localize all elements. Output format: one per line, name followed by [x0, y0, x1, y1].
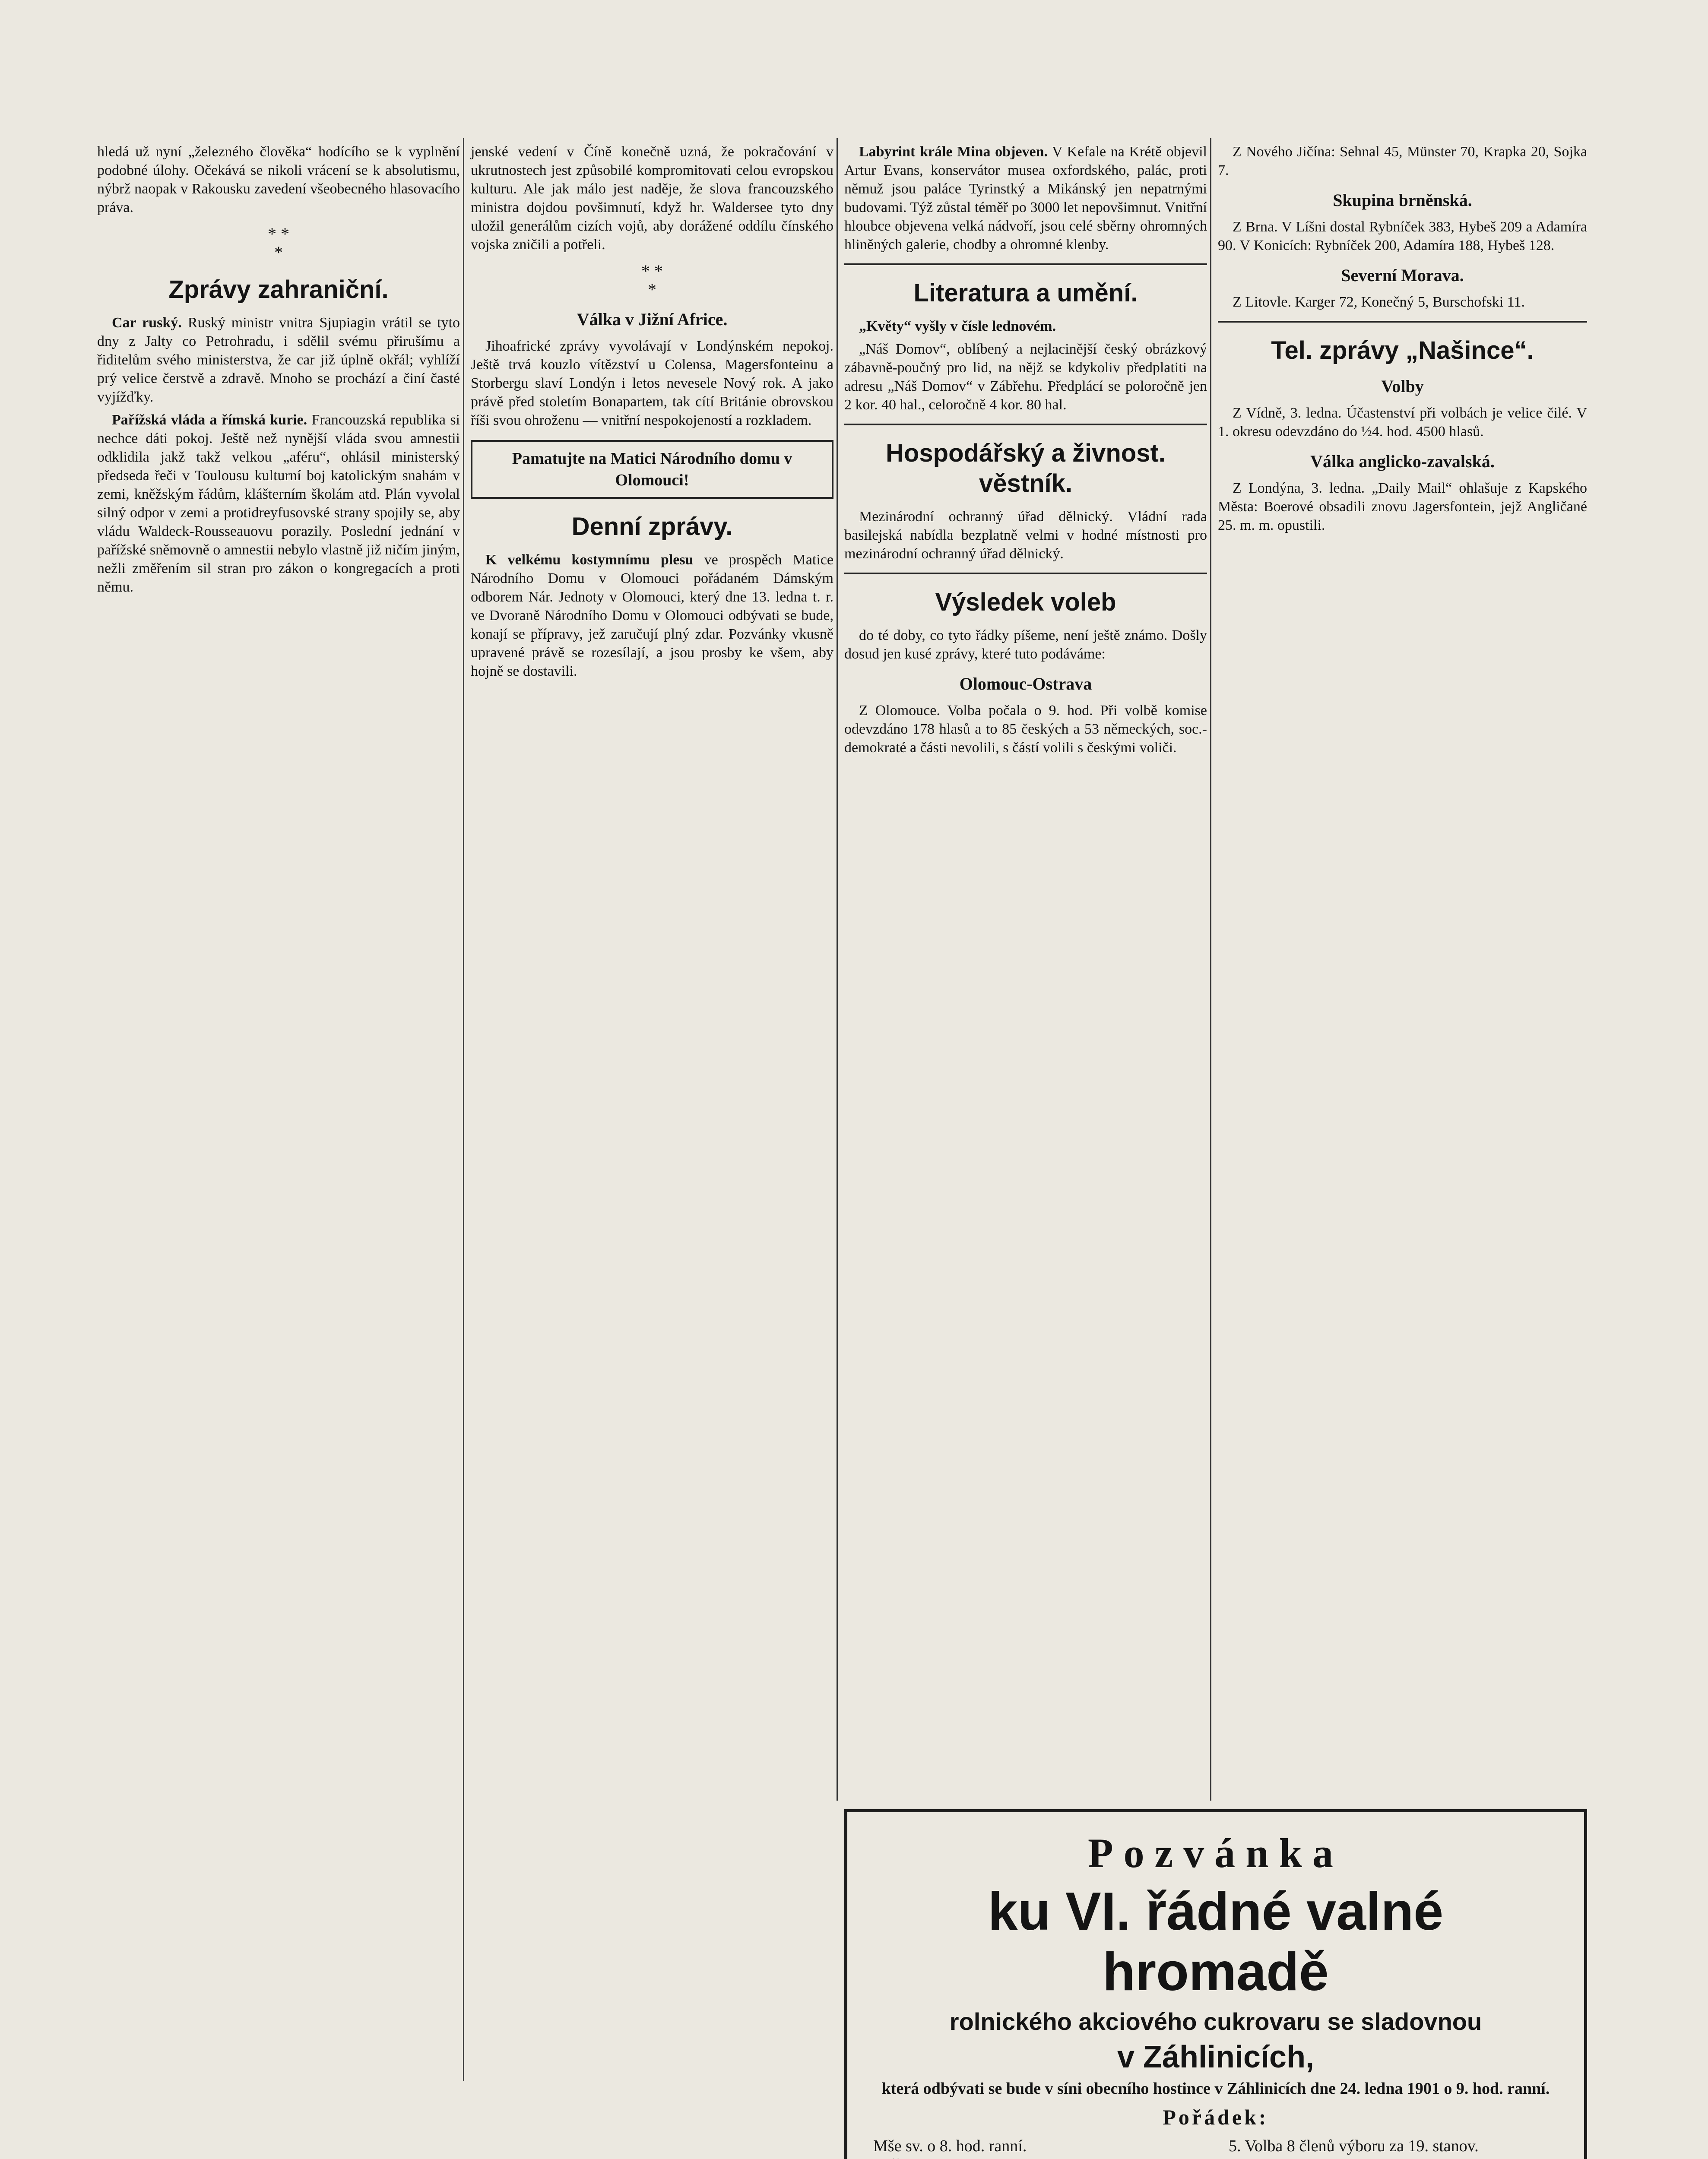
- divider: [1218, 321, 1587, 323]
- invitation-pozvanka: Pozvánka: [1087, 1830, 1344, 1876]
- article-title: Válka v Jižní Africe.: [577, 310, 728, 329]
- agenda: [873, 2135, 1558, 2159]
- column-rule: [837, 138, 838, 1801]
- article-title: Olomouc-Ostrava: [959, 674, 1092, 693]
- article-text: „Květy“ vyšly v čísle lednovém.: [859, 318, 1056, 334]
- invitation-line: rolnického akciového cukrovaru se sladovnou: [949, 2008, 1482, 2035]
- column-4: [1218, 142, 1587, 539]
- agenda-item: 5. Volba 8 členů výboru za 19. stanov.: [1229, 2137, 1479, 2155]
- invitation-ad: [844, 1809, 1587, 2159]
- column-rule: [1210, 138, 1211, 1801]
- section-title: Výsledek voleb: [935, 588, 1116, 616]
- article-text: V Kefale na Krétě objevil Artur Evans, konservátor musea oxfordského, palác, proti němuž jsou paláce Tyrinstký a Mikánský jen nepatrnými budovami. Týž zůstal téměř po 3000 let nepovšimnut. Vnitřní hloubce objevena velká nádvoří, jsou celé sběrny ohromných hliněných galerie, chodby a ohromné klenby.: [844, 144, 1207, 253]
- article-text: Z Nového Jičína: Sehnal 45, Münster 70, Krapka 20, Sojka 7.: [1218, 144, 1587, 178]
- section-title: Tel. zprávy „Našince“.: [1271, 336, 1534, 364]
- article-car: [97, 313, 460, 406]
- matice-notice: Pamatujte na Matici Národního domu v Olomouci!: [471, 440, 833, 499]
- invitation-place: v Záhlinicích,: [1117, 2040, 1315, 2074]
- article-ples: [471, 551, 833, 681]
- article-text: Mezinárodní ochranný úřad dělnický. Vládní rada basilejská nabídla bezplatně velmi v hodné místnosti pro mezinárodní ochranný úřad dělnický.: [844, 509, 1207, 562]
- article-text: Z Olomouce. Volba počala o 9. hod. Při volbě komise odevzdáno 178 hlasů a to 85 českých a 53 německých, soc.-demokraté a části nevolili, s částí volili s českými voliči.: [844, 703, 1207, 756]
- divider: [844, 573, 1207, 574]
- column-1: [97, 142, 460, 601]
- agenda-item: [1229, 2157, 1558, 2159]
- article-text: Jihoafrické zprávy vyvolávají v Londýnském nepokoj. Ještě trvá kouzlo vítězství u Colensa, Magersfonteinu a Storbergu slaví Londýn i letos nevesele Nový rok. A jako právě před stoletím Bonapartem, tak cítí Británie obrovskou říši svou ohroženu — vnitřní nespokojeností a rozkladem.: [471, 338, 833, 428]
- article-keyword: Pařížská vláda a římská kurie.: [112, 412, 307, 428]
- column-3: [844, 142, 1207, 761]
- column-2: [471, 142, 833, 685]
- agenda-item: [873, 2157, 1203, 2159]
- article-text: Z Litovle. Karger 72, Konečný 5, Burschofski 11.: [1233, 294, 1525, 310]
- section-title: Literatura a umění.: [913, 279, 1138, 307]
- article-keyword: Car ruský.: [112, 315, 182, 331]
- article-text: Ruský ministr vnitra Sjupiagin vrátil se tyto dny z Jalty co Petrohradu, i sdělil svému přirušímu a řiditelům svého ministerstva, že car již úplně okřál; vyhlíží prý velice čerstvě a zdravě. Mnoho se prochází a činí časté vyjížďky.: [97, 315, 460, 405]
- invitation-heading: ku VI. řádné valné hromadě: [988, 1882, 1444, 2002]
- divider: [844, 424, 1207, 425]
- invitation-date: která odbývati se bude v síni obecního hostince v Záhlinicích dne 24. ledna 1901 o 9. hod. ranní.: [881, 2080, 1550, 2098]
- article-text: „Náš Domov“, oblíbený a nejlacinější český obrázkový zábavně-poučný pro lid, na nějž se kdykoliv předplatiti na adresu „Náš Domov“ v Zábřehu. Předplácí se poloročně jen 2 kor. 40 hal., celoročně 4 kor. 80 hal.: [844, 341, 1207, 413]
- article-title: Válka anglicko-zavalská.: [1310, 452, 1495, 471]
- article-title: Skupina brněnská.: [1333, 190, 1472, 210]
- article-title: Volby: [1381, 377, 1424, 396]
- section-title: Denní zprávy.: [571, 513, 733, 541]
- divider: [844, 263, 1207, 265]
- section-title: Zprávy zahraniční.: [168, 275, 389, 304]
- article-text: Z Vídně, 3. ledna. Účastenství při volbách je velice čilé. V 1. okresu odevzdáno do ½4. hod. 4500 hlasů.: [1218, 405, 1587, 440]
- article-text: Francouzská republika si nechce dáti pokoj. Ještě než nynější vláda svou amnestii odklidila jakž takž velkou „aféru“, ohlásil ministerský předseda řeči v Toulousu kulturní boj katolickým snahám v zemi, kněžským řádům, klášterním školám atd. Plán vyvolal silný odpor v zemi a protidreyfusovské strany spojily se, aby vládu Waldeck-Rousseauovu porazily. Poslední jednání v pařížské sněmovně o amnestii nebylo vlastně již ničím jiným, nežli změřením sil stran pro zákon o kongregacích a proti němu.: [97, 412, 460, 595]
- invitation-poradek: Pořádek:: [1163, 2105, 1269, 2129]
- section-divider: * * *: [268, 224, 289, 262]
- lead-paragraph: hledá už nyní „železného člověka“ hodícího se k vyplnění podobné úlohy. Očekává se nikoli vrácení se k absolutismu, nýbrž naopak v Rakousku zavedení všeobecného hlasovacího práva.: [97, 144, 460, 215]
- agenda-left: [873, 2135, 1203, 2159]
- article-text: Z Brna. V Líšni dostal Rybníček 383, Hybeš 209 a Adamíra 90. V Konicích: Rybníček 200, Adamíra 188, Hybeš 128.: [1218, 219, 1587, 253]
- article-text: Z Londýna, 3. ledna. „Daily Mail“ ohlašuje z Kapského Města: Boerové obsadili znovu Jagersfontein, jejž Angličané 25. m. m. opustili.: [1218, 480, 1587, 533]
- article-keyword: Labyrint krále Mina objeven.: [859, 144, 1048, 160]
- article-continued: jenské vedení v Číně konečně uzná, že pokračování v ukrutnostech jest způsobilé kompromitovati celou evropskou kulturu. Ale jak málo jest naděje, že slova francouzského ministra dojdou povšimnutí, když hr. Waldersee tyto dny uložil generálům cizích vojů, aby dorážené oddílu čínského vojska zničili a potřeli.: [471, 144, 833, 253]
- article-text: ve prospěch Matice Národního Domu v Olomouci pořádaném Dámským odborem Nár. Jednoty v Olomouci, který dne 13. ledna t. r. ve Dvoraně Národního Domu v Olomouci odbývati se bude, konají se přípravy, jež zaručují plný zdar. Pozvánky vkusně upravené právě se rozesílají, a jsou prosby ke všem, aby hojně se dostavili.: [471, 552, 833, 679]
- column-rule: [463, 138, 464, 2081]
- article-pariz: [97, 411, 460, 596]
- article-labyrint: [844, 142, 1207, 254]
- agenda-item: Mše sv. o 8. hod. ranní.: [873, 2137, 1027, 2155]
- article-title: Severní Morava.: [1341, 266, 1464, 285]
- article-text: do té doby, co tyto řádky píšeme, není ještě známo. Došly dosud jen kusé zprávy, které tuto podáváme:: [844, 627, 1207, 662]
- agenda-right: [1229, 2135, 1558, 2159]
- section-title: Hospodářský a živnost. věstník.: [886, 439, 1166, 497]
- section-divider: * * *: [641, 261, 663, 299]
- article-keyword: K velkému kostymnímu plesu: [485, 552, 694, 568]
